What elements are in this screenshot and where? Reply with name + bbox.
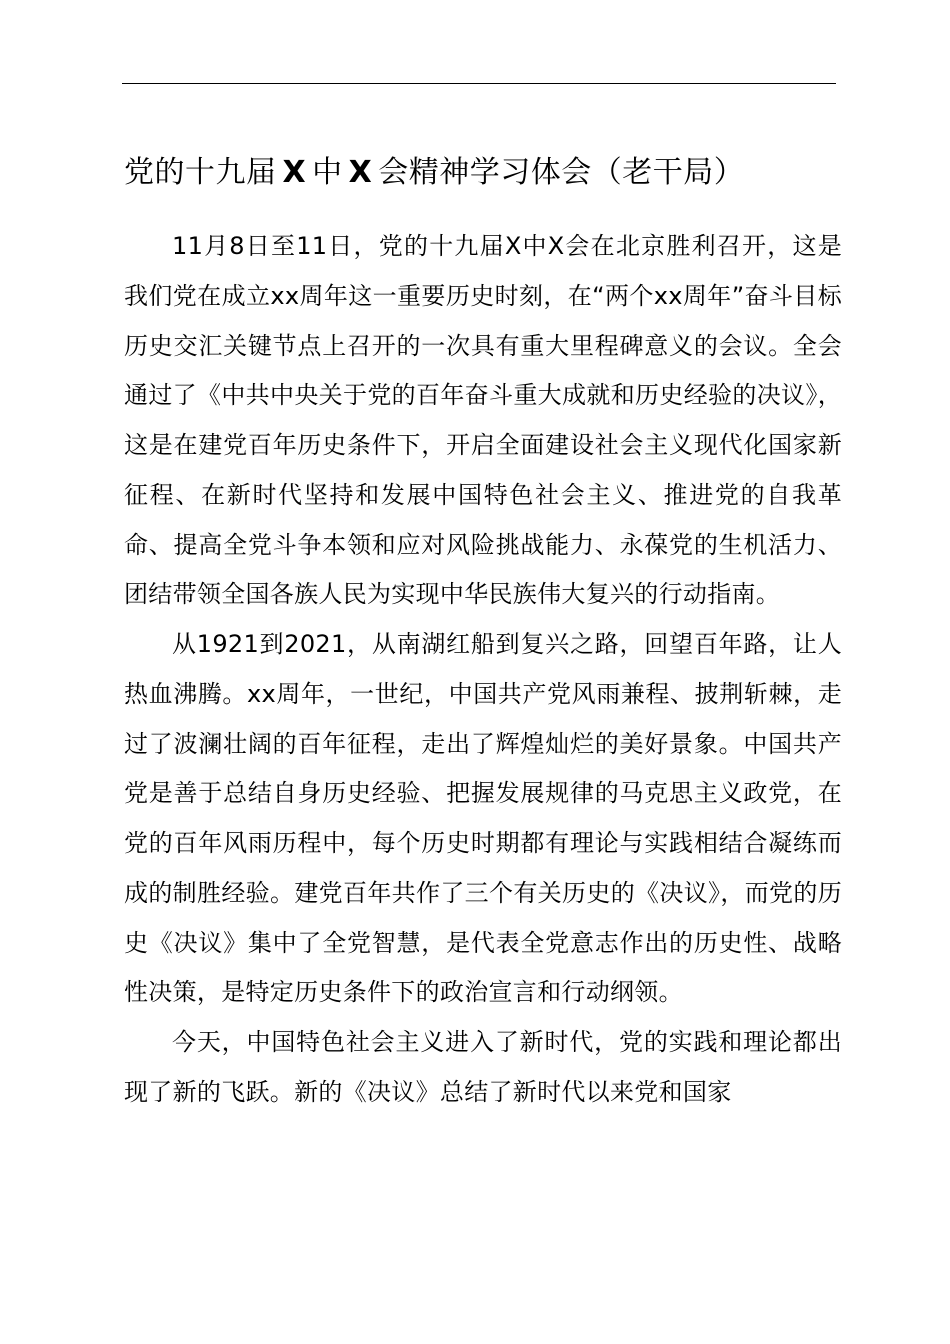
paragraph-3: 今天，中国特色社会主义进入了新时代，党的实践和理论都出现了新的飞跃。新的《决议》总结了新时代以来党和国家 (124, 1028, 842, 1106)
document-title (124, 150, 744, 196)
title-x-first: X (282, 155, 307, 190)
title-prefix: 党的十九届 (124, 155, 277, 190)
title-suffix: 会精神学习体会（老干局） (378, 155, 745, 190)
title-middle: 中 (312, 155, 343, 190)
paragraph-2: 从1921到2021，从南湖红船到复兴之路，回望百年路，让人热血沸腾。xx周年，一世纪，中国共产党风雨兼程、披荆斩棘，走过了波澜壮阔的百年征程，走出了辉煌灿烂的美好景象。中国共产党是善于总结自身历史经验、把握发展规律的马克思主义政党，在党的百年风雨历程中，每个历史时期都有理论与实践相结合凝练而成的制胜经验。建党百年共作了三个有关历史的《决议》，而党的历史《决议》集中了全党智慧，是代表全党意志作出的历史性、战略性决策，是特定历史条件下的政治宣言和行动纲领。 (124, 630, 842, 1007)
document-body (124, 222, 842, 1118)
header-rule (122, 83, 836, 84)
paragraph-1: 11月8日至11日，党的十九届X中X会在北京胜利召开，这是我们党在成立xx周年这一重要历史时刻，在“两个xx周年”奋斗目标历史交汇关键节点上召开的一次具有重大里程碑意义的会议。全会通过了《中共中央关于党的百年奋斗重大成就和历史经验的决议》，这是在建党百年历史条件下，开启全面建设社会主义现代化国家新征程、在新时代坚持和发展中国特色社会主义、推进党的自我革命、提高全党斗争本领和应对风险挑战能力、永葆党的生机活力、团结带领全国各族人民为实现中华民族伟大复兴的行动指南。 (124, 232, 842, 609)
title-x-second: X (348, 155, 373, 190)
